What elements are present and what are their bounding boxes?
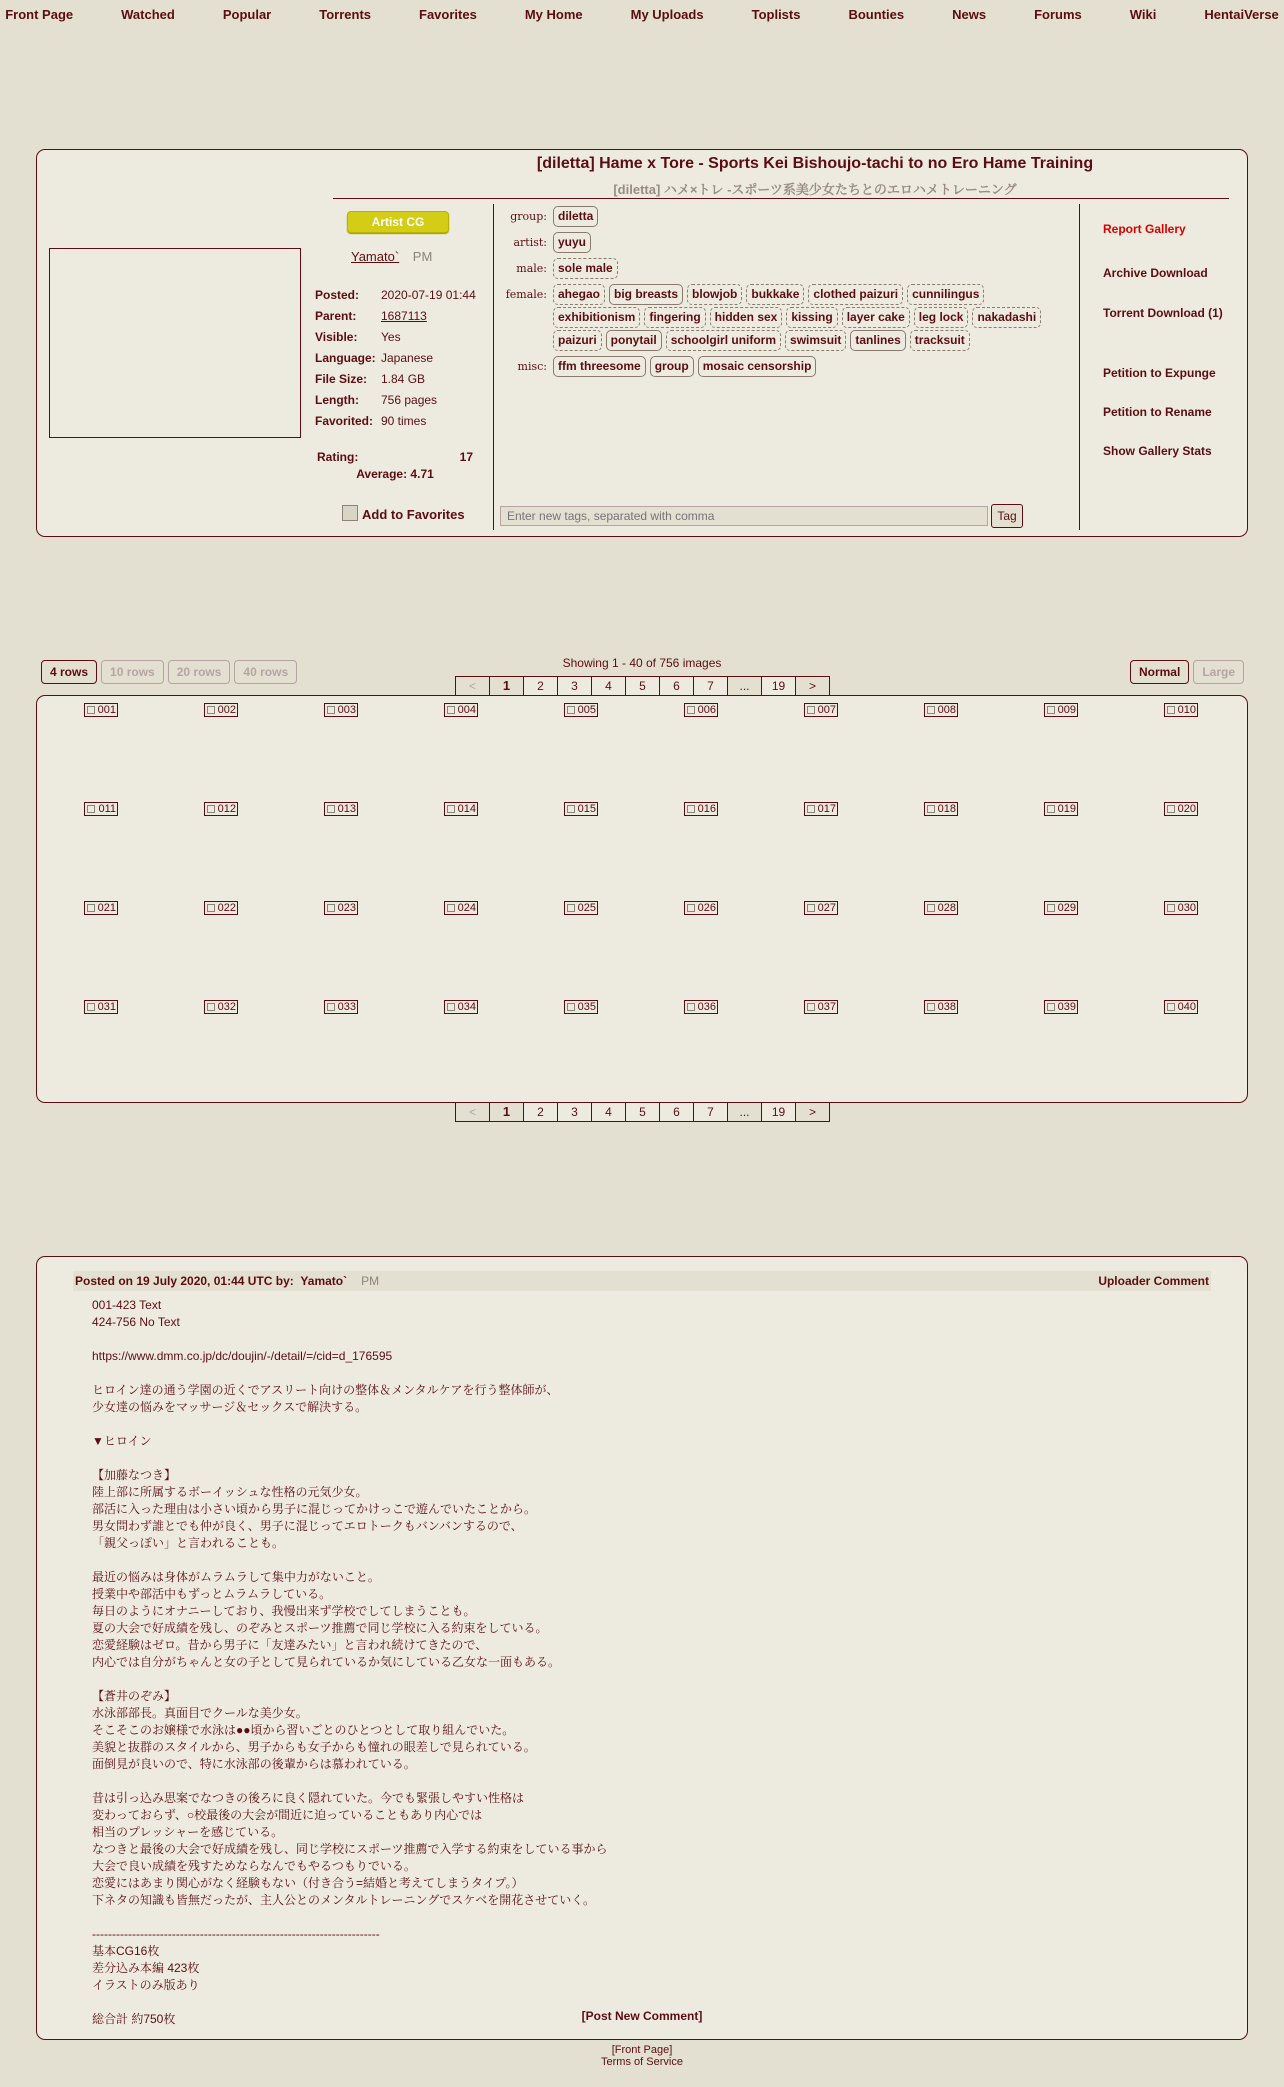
meta-value: 2020-07-19 01:44 xyxy=(381,288,476,302)
tag-schoolgirl-uniform[interactable]: schoolgirl uniform xyxy=(666,330,781,351)
comment-line: 授業中や部活中もずっとムラムラしている。 xyxy=(92,1587,332,1601)
tag-tanlines[interactable]: tanlines xyxy=(850,330,905,351)
meta-key: Visible: xyxy=(315,330,358,344)
action-archive-download[interactable]: Archive Download xyxy=(1103,266,1208,280)
size-button-large[interactable]: Large xyxy=(1193,660,1244,684)
nav-item-my-uploads[interactable]: My Uploads xyxy=(630,7,704,22)
tag-group xyxy=(553,356,1071,377)
comment-line: 男女問わず誰とでも仲が良く、男子に混じってエロトークもバンバンするので、 xyxy=(92,1519,523,1533)
comment-line: ------------------------------------------------------------------------ xyxy=(92,1927,380,1941)
comment-line: 最近の悩みは身体がムラムラして集中力がないこと。 xyxy=(92,1570,380,1584)
thumbnail[interactable]: 037 xyxy=(804,1000,838,1014)
nav-item-front-page[interactable]: Front Page xyxy=(5,7,74,22)
comment-line: 部活に入った理由は小さい頃から男子に混じってかけっこで遊んでいたことから。 xyxy=(92,1502,537,1516)
thumbnail[interactable]: 021 xyxy=(84,901,118,915)
tag-submit-button[interactable]: Tag xyxy=(991,504,1023,528)
thumbnail[interactable]: 039 xyxy=(1044,1000,1078,1014)
comment-line: 恋愛経験はゼロ。昔から男子に「友達みたい」と言われ続けてきたので、 xyxy=(92,1638,488,1652)
nav-item-my-home[interactable]: My Home xyxy=(524,7,583,22)
nav-item-popular[interactable]: Popular xyxy=(222,7,272,22)
thumbnail[interactable]: 029 xyxy=(1044,901,1078,915)
comment-line xyxy=(92,1773,1192,1790)
tag-namespace: group: xyxy=(510,210,547,223)
thumbnail[interactable]: 016 xyxy=(684,802,718,816)
thumbnail[interactable]: 034 xyxy=(444,1000,478,1014)
pager-item[interactable]: > xyxy=(795,677,829,695)
comment-line: 大会で良い成績を残すためならなんでもやるつもりでいる。 xyxy=(92,1859,416,1873)
pager-item[interactable]: 4 xyxy=(591,677,625,695)
thumb-size-selector xyxy=(1130,660,1244,684)
tag-group xyxy=(553,284,1071,351)
meta-key: Length: xyxy=(315,393,359,407)
action-petition-to-rename[interactable]: Petition to Rename xyxy=(1103,405,1212,419)
tag-paizuri[interactable]: paizuri xyxy=(553,330,602,351)
rating-average: Average: 4.71 xyxy=(356,467,434,481)
meta-value: 756 pages xyxy=(381,393,438,407)
thumbnail[interactable]: 040 xyxy=(1164,1000,1198,1014)
comment-line: 001-423 Text xyxy=(92,1298,162,1312)
thumbnail[interactable]: 009 xyxy=(1044,703,1078,717)
column-divider xyxy=(1079,204,1080,530)
thumbnail[interactable]: 035 xyxy=(564,1000,598,1014)
meta-value: 1.84 GB xyxy=(381,372,426,386)
thumbnail-grid xyxy=(36,695,1248,1103)
tag-bukkake[interactable]: bukkake xyxy=(746,284,804,305)
meta-row xyxy=(315,306,476,327)
tag-hidden-sex[interactable]: hidden sex xyxy=(710,307,783,328)
nav-item-news[interactable]: News xyxy=(952,7,987,22)
uploader-info xyxy=(351,249,432,264)
tag-group[interactable]: group xyxy=(650,356,694,377)
thumbnail[interactable]: 017 xyxy=(804,802,838,816)
tag-diletta[interactable]: diletta xyxy=(553,206,598,227)
pm-label: PM xyxy=(412,249,433,264)
tag-row xyxy=(501,356,1071,377)
meta-row xyxy=(315,390,476,411)
comment-body xyxy=(92,1297,1192,2028)
comment-line: 下ネタの知識も皆無だったが、主人公とのメンタルトレーニングでスケベを開花させていく。 xyxy=(92,1893,596,1907)
pager-item[interactable]: 2 xyxy=(523,677,557,695)
thumbnail[interactable]: 026 xyxy=(684,901,718,915)
uploader-comment-label: Uploader Comment xyxy=(1098,1274,1209,1288)
tag-ffm-threesome[interactable]: ffm threesome xyxy=(553,356,646,377)
comment-line: 差分込み本編 423枚 xyxy=(92,1961,200,1975)
comment-line: 424-756 No Text xyxy=(92,1315,180,1329)
meta-value: Yes xyxy=(381,330,401,344)
pager-item[interactable]: < xyxy=(468,679,476,693)
pager-item[interactable]: < xyxy=(468,1105,476,1119)
title-divider xyxy=(333,198,1229,199)
size-button-normal[interactable]: Normal xyxy=(1130,660,1189,684)
thumbnail[interactable]: 028 xyxy=(924,901,958,915)
top-nav xyxy=(0,0,1284,30)
action-show-gallery-stats[interactable]: Show Gallery Stats xyxy=(1103,444,1212,458)
thumbnail[interactable]: 006 xyxy=(684,703,718,717)
comment-line: 内心では自分がちゃんと女の子として見られているか気にしている乙女な一面もある。 xyxy=(92,1655,561,1669)
gallery-cover-image[interactable] xyxy=(49,248,301,438)
column-divider xyxy=(493,204,494,530)
gallery-metadata xyxy=(315,285,476,432)
pager-item[interactable]: 3 xyxy=(557,1103,591,1121)
gallery-title: [diletta] Hame x Tore - Sports Kei Bishoujo-tachi to no Ero Hame Training xyxy=(536,155,1094,172)
tag-namespace: misc: xyxy=(517,360,547,373)
meta-row xyxy=(315,411,476,432)
thumbnail[interactable]: 015 xyxy=(564,802,598,816)
thumbnail[interactable]: 022 xyxy=(204,901,238,915)
pager-item[interactable]: 6 xyxy=(659,1103,693,1121)
thumbnail[interactable]: 005 xyxy=(564,703,598,717)
pager-item[interactable]: > xyxy=(795,1103,829,1121)
pager-bottom xyxy=(455,1102,830,1122)
action-report-gallery[interactable]: Report Gallery xyxy=(1103,222,1186,236)
meta-row xyxy=(315,369,476,390)
comment-line: なつきと最後の大会で好成績を残し、同じ学校にスポーツ推薦で入学する約束をしている事から xyxy=(92,1842,608,1856)
thumbnail[interactable]: 023 xyxy=(324,901,358,915)
thumbnail[interactable]: 019 xyxy=(1044,802,1078,816)
pager-item[interactable]: 6 xyxy=(659,677,693,695)
tag-yuyu[interactable]: yuyu xyxy=(553,232,591,253)
meta-value[interactable]: 1687113 xyxy=(381,309,427,323)
nav-item-toplists[interactable]: Toplists xyxy=(751,7,801,22)
comment-line: 「親父っぽい」と言われることも。 xyxy=(92,1536,285,1550)
comment-line: 水泳部部長。真面目でクールな美少女。 xyxy=(92,1706,308,1720)
pager-item[interactable]: 3 xyxy=(557,677,591,695)
nav-item-forums[interactable]: Forums xyxy=(1034,7,1082,22)
comment-line: 少女達の悩みをマッサージ＆セックスで解決する。 xyxy=(92,1400,368,1414)
pager-top xyxy=(455,676,830,696)
thumbnail[interactable]: 018 xyxy=(924,802,958,816)
add-favorites-label: Add to Favorites xyxy=(362,507,465,522)
terms-of-service-link[interactable]: Terms of Service xyxy=(601,2056,683,2068)
comment-line xyxy=(92,1552,1192,1569)
tag-namespace: male: xyxy=(516,262,547,275)
tag-ahegao[interactable]: ahegao xyxy=(553,284,605,305)
thumbnail[interactable]: 014 xyxy=(444,802,478,816)
pm-icon[interactable] xyxy=(361,1274,379,1288)
tag-list xyxy=(501,206,1071,382)
tag-sole-male[interactable]: sole male xyxy=(553,258,618,279)
meta-key: Posted: xyxy=(315,288,360,302)
gallery-japanese-title: [diletta] ハメ×トレ -スポーツ系美少女たちとのエロハメトレーニング xyxy=(613,182,1017,197)
tag-row xyxy=(501,284,1071,351)
pager-item[interactable]: 4 xyxy=(591,1103,625,1121)
meta-key: Favorited: xyxy=(315,414,374,428)
tag-row xyxy=(501,232,1071,253)
add-to-favorites-button[interactable] xyxy=(342,505,465,522)
tag-fingering[interactable]: fingering xyxy=(644,307,705,328)
comment-line xyxy=(92,1365,1192,1382)
rating-block xyxy=(317,450,473,481)
tag-group xyxy=(553,206,1071,227)
tag-exhibitionism[interactable]: exhibitionism xyxy=(553,307,640,328)
tag-ponytail[interactable]: ponytail xyxy=(606,330,662,351)
comment-line: 恋愛にはあまり関心がなく経験もない（付き合う=結婚と考えてしまうタイプ。） xyxy=(92,1876,524,1890)
comment-line: 【蒼井のぞみ】 xyxy=(92,1689,177,1703)
new-tag-input[interactable] xyxy=(500,506,988,526)
favorite-icon xyxy=(342,505,358,521)
meta-row xyxy=(315,348,476,369)
thumbnail[interactable]: 011 xyxy=(84,802,118,816)
tag-big-breasts[interactable]: big breasts xyxy=(609,284,683,305)
meta-key: File Size: xyxy=(315,372,368,386)
nav-item-hentaiverse[interactable]: HentaiVerse xyxy=(1204,7,1279,22)
action-torrent-download-1[interactable]: Torrent Download (1) xyxy=(1103,306,1223,320)
comment-line: ヒロイン達の通う学園の近くでアスリート向けの整体＆メンタルケアを行う整体師が、 xyxy=(92,1383,559,1397)
thumbnail[interactable]: 036 xyxy=(684,1000,718,1014)
pager-item[interactable]: 2 xyxy=(523,1103,557,1121)
comment-line[interactable]: https://www.dmm.co.jp/dc/doujin/-/detail/=/cid=d_176595 xyxy=(92,1349,393,1363)
comment-user-link[interactable]: Yamato` xyxy=(300,1274,348,1288)
pager-item[interactable]: 19 xyxy=(761,677,795,695)
footer-front-page-link[interactable]: [Front Page] xyxy=(611,2044,673,2056)
thumbnail[interactable]: 002 xyxy=(204,703,238,717)
thumbnail[interactable]: 027 xyxy=(804,901,838,915)
post-new-comment-link[interactable] xyxy=(37,2009,1247,2023)
tag-group xyxy=(553,232,1071,253)
thumbnail[interactable]: 024 xyxy=(444,901,478,915)
comment-line: 毎日のようにオナニーしており、我慢出来ず学校でしてしまうことも。 xyxy=(92,1604,476,1618)
tag-namespace: artist: xyxy=(513,236,547,249)
uploader-link[interactable]: Yamato` xyxy=(351,249,400,264)
tag-namespace: female: xyxy=(505,288,547,301)
thumbnail[interactable]: 013 xyxy=(324,802,358,816)
pager-item[interactable]: 5 xyxy=(625,677,659,695)
tag-row xyxy=(501,206,1071,227)
comment-line xyxy=(92,1909,1192,1926)
pager-item[interactable]: 7 xyxy=(693,1103,727,1121)
nav-item-watched[interactable]: Watched xyxy=(121,7,175,22)
comment-line: 面倒見が良いので、特に水泳部の後輩からは慕われている。 xyxy=(92,1757,416,1771)
pager-item[interactable]: ... xyxy=(727,1103,761,1121)
action-petition-to-expunge[interactable]: Petition to Expunge xyxy=(1103,366,1216,380)
comment-posted: Posted on 19 July 2020, 01:44 UTC by: xyxy=(75,1274,294,1288)
pm-label: PM xyxy=(361,1274,380,1288)
comment-header xyxy=(73,1271,1211,1291)
pager-item[interactable]: 7 xyxy=(693,677,727,695)
pager-item[interactable]: 1 xyxy=(489,677,523,695)
nav-item-bounties[interactable]: Bounties xyxy=(848,7,905,22)
comment-line: 【加藤なつき】 xyxy=(92,1468,177,1482)
comment-line: 陸上部に所属するボーイッシュな性格の元気少女。 xyxy=(92,1485,368,1499)
thumbnail[interactable]: 020 xyxy=(1164,802,1198,816)
meta-value: Japanese xyxy=(381,351,434,365)
thumbnail[interactable]: 003 xyxy=(324,703,358,717)
comment-line: イラストのみ版あり xyxy=(92,1978,200,1992)
post-new-comment-text[interactable]: [Post New Comment] xyxy=(581,2009,703,2023)
nav-item-favorites[interactable]: Favorites xyxy=(419,7,477,22)
pager-item[interactable]: ... xyxy=(727,677,761,695)
tag-leg-lock[interactable]: leg lock xyxy=(914,307,969,328)
tag-mosaic-censorship[interactable]: mosaic censorship xyxy=(698,356,817,377)
thumbnail[interactable]: 012 xyxy=(204,802,238,816)
nav-item-wiki[interactable]: Wiki xyxy=(1129,7,1157,22)
comment-line: 夏の大会で好成績を残し、のぞみとスポーツ推薦で同じ学校に入る約束をしている。 xyxy=(92,1621,548,1635)
thumbnail[interactable]: 001 xyxy=(84,703,118,717)
thumbnail[interactable]: 004 xyxy=(444,703,478,717)
showing-count: Showing 1 - 40 of 756 images xyxy=(562,656,722,670)
pager-item[interactable]: 1 xyxy=(489,1103,523,1121)
tag-blowjob[interactable]: blowjob xyxy=(687,284,742,305)
thumbnail[interactable]: 031 xyxy=(84,1000,118,1014)
comment-line: 基本CG16枚 xyxy=(92,1944,160,1958)
thumbnail[interactable]: 010 xyxy=(1164,703,1198,717)
comment-line: 変わっておらず、○校最後の大会が間近に迫っていることもあり内心では xyxy=(92,1808,483,1822)
rows-button-40-rows[interactable]: 40 rows xyxy=(234,660,297,684)
tag-layer-cake[interactable]: layer cake xyxy=(842,307,910,328)
thumbnail[interactable]: 030 xyxy=(1164,901,1198,915)
nav-item-torrents[interactable]: Torrents xyxy=(319,7,372,22)
comment-line: 昔は引っ込み思案でなつきの後ろに良く隠れていた。今でも緊張しやすい性格は xyxy=(92,1791,525,1805)
meta-row xyxy=(315,285,476,306)
thumbnail[interactable]: 032 xyxy=(204,1000,238,1014)
thumbnail[interactable]: 008 xyxy=(924,703,958,717)
rows-button-20-rows[interactable]: 20 rows xyxy=(168,660,231,684)
comment-line xyxy=(92,1671,1192,1688)
comment-line: ▼ヒロイン xyxy=(92,1434,152,1448)
comment-line: 美貌と抜群のスタイルから、男子からも女子からも憧れの眼差しで見られている。 xyxy=(92,1740,536,1754)
thumbnail[interactable]: 033 xyxy=(324,1000,358,1014)
thumbnail[interactable]: 025 xyxy=(564,901,598,915)
gallery-info-panel xyxy=(36,149,1248,537)
comment-line: 相当のプレッシャーを感じている。 xyxy=(92,1825,284,1839)
thumbnail[interactable]: 038 xyxy=(924,1000,958,1014)
tag-group xyxy=(553,258,1071,279)
pm-icon[interactable] xyxy=(413,249,433,264)
comment-line: 総合計 約750枚 xyxy=(92,2012,176,2026)
pager-item[interactable]: 5 xyxy=(625,1103,659,1121)
tag-row xyxy=(501,258,1071,279)
tag-tracksuit[interactable]: tracksuit xyxy=(910,330,970,351)
tag-clothed-paizuri[interactable]: clothed paizuri xyxy=(808,284,903,305)
thumbnail[interactable]: 007 xyxy=(804,703,838,717)
rating-label: Rating: xyxy=(317,450,359,464)
meta-key: Language: xyxy=(315,351,376,365)
comment-line xyxy=(92,1331,1192,1348)
meta-row xyxy=(315,327,476,348)
meta-value: 90 times xyxy=(381,414,427,428)
tag-swimsuit[interactable]: swimsuit xyxy=(785,330,846,351)
comment-line xyxy=(92,1450,1192,1467)
rows-button-4-rows[interactable]: 4 rows xyxy=(41,660,97,684)
comment-section xyxy=(36,1256,1248,2040)
tag-kissing[interactable]: kissing xyxy=(786,307,837,328)
pager-item[interactable]: 19 xyxy=(761,1103,795,1121)
tag-nakadashi[interactable]: nakadashi xyxy=(972,307,1041,328)
rows-button-10-rows[interactable]: 10 rows xyxy=(101,660,164,684)
comment-line xyxy=(92,1416,1192,1433)
rating-count: 17 xyxy=(459,450,473,464)
category-badge[interactable]: Artist CG xyxy=(347,211,449,233)
footer xyxy=(0,2044,1284,2068)
tag-cunnilingus[interactable]: cunnilingus xyxy=(907,284,984,305)
meta-key: Parent: xyxy=(315,309,357,323)
comment-line: そこそこのお嬢様で水泳は●●頃から習いごとのひとつとして取り組んでいた。 xyxy=(92,1723,515,1737)
